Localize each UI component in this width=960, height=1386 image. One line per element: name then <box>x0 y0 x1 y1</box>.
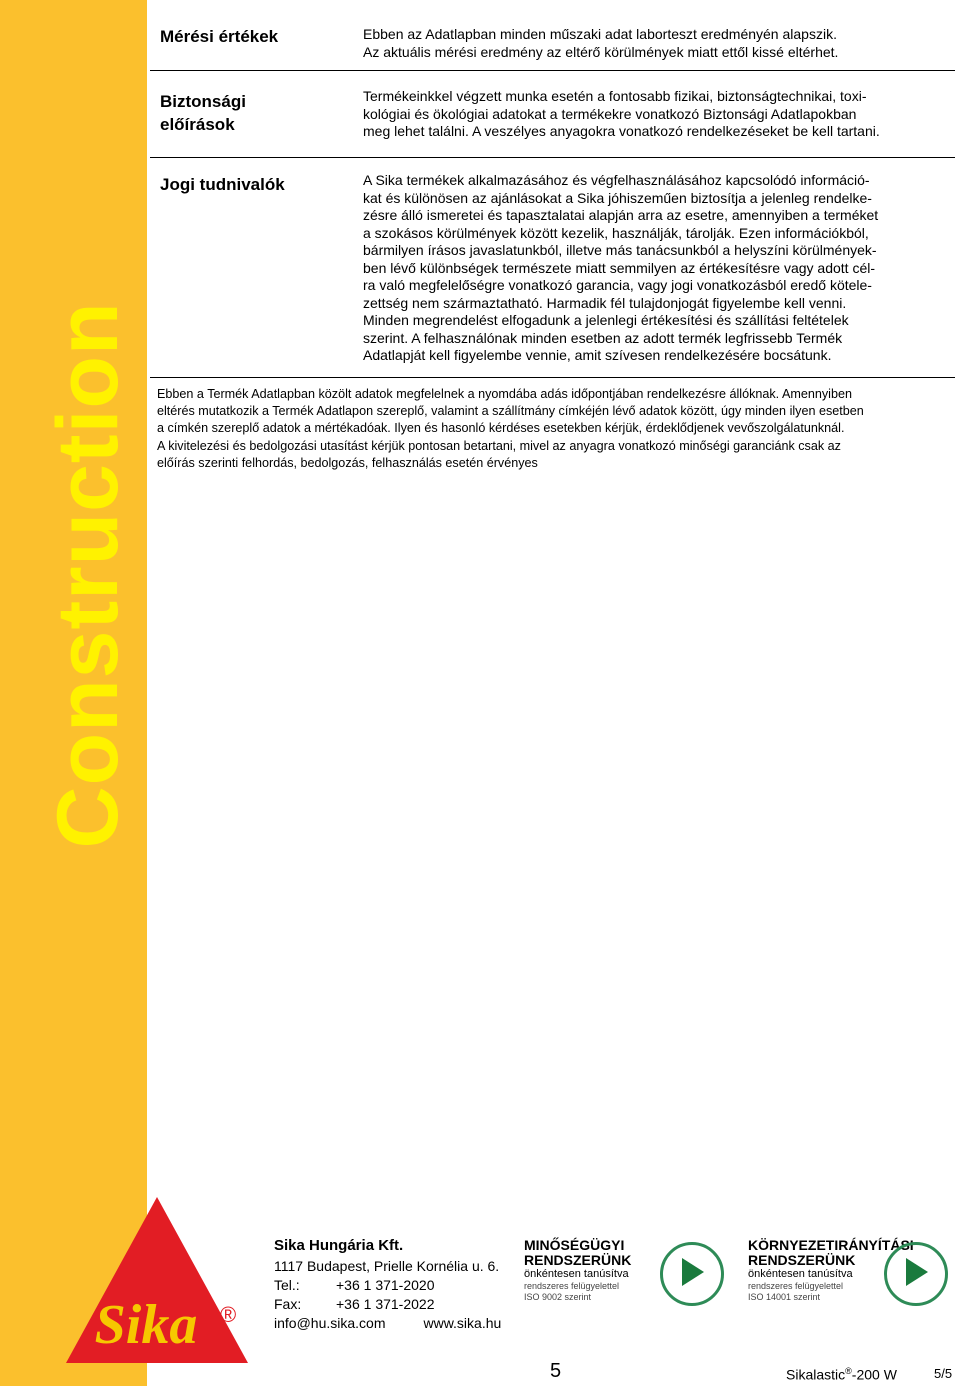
section-label-jogi: Jogi tudnivalók <box>160 175 285 194</box>
product-reg: ® <box>845 1366 852 1376</box>
text-line: A Sika termékek alkalmazásához és végfelhasználásához kapcsolódó információ- <box>363 172 870 188</box>
text-line: szerint. A felhasználónak minden esetben az adott termék legfrissebb Termék <box>363 329 843 346</box>
cert-title: RENDSZERÜNK <box>524 1252 632 1268</box>
text-line: Minden megrendelést elfogadunk a jelenlegi értékesítési és szállítási feltételek <box>363 312 849 328</box>
page-count: 5/5 <box>934 1366 953 1381</box>
text-line: eltérés mutatkozik a Termék Adatlapon szereplő, valamint a szállítmány címkéjén lévő adatok között, úgy minden ilyen esetben <box>157 404 864 419</box>
cert-title: RENDSZERÜNK <box>748 1252 856 1268</box>
web-link[interactable]: www.sika.hu <box>423 1315 502 1331</box>
cert-note: rendszeres felügyelettel <box>524 1281 620 1291</box>
cert-badge-environment <box>748 1238 948 1318</box>
section-label-biztonsagi <box>160 90 246 136</box>
text-line: A kivitelezési és bedolgozási utasítást kérjük pontosan betartani, mivel az anyagra vonatkozó minőségi garanciánk csak az <box>157 438 841 453</box>
text-line: ra való megfelelőségre vonatkozó garancia, vagy jogi vonatkozásból eredő kötele- <box>363 277 872 293</box>
company-name: Sika Hungária Kft. <box>274 1237 404 1254</box>
product-name-post: -200 W <box>851 1366 897 1383</box>
cert-note: ISO 14001 szerint <box>748 1292 821 1302</box>
play-arrow-icon <box>906 1258 928 1286</box>
cert-title: KÖRNYEZETIRÁNYÍTÁSI <box>748 1237 914 1253</box>
tel-value: +36 1 371-2020 <box>336 1277 435 1293</box>
text-line: ben lévő különbségek természete miatt semmilyen az értékesítésre vagy adott cél- <box>363 259 876 276</box>
label-line: előírások <box>160 115 235 134</box>
logo-text: Sika <box>94 1294 198 1356</box>
product-name <box>786 1366 897 1383</box>
page-number: 5 <box>550 1360 562 1382</box>
cert-note: ISO 9002 szerint <box>524 1292 592 1302</box>
text-line: Ebben a Termék Adatlapban közölt adatok megfelelnek a nyomdába adás időpontjában rendelkezésre állóknak. Amennyiben <box>157 387 852 401</box>
section-label-meresi: Mérési értékek <box>160 27 279 46</box>
email-link[interactable]: info@hu.sika.com <box>274 1315 386 1331</box>
text-line: Ebben az Adatlapban minden műszaki adat laborteszt eredményén alapszik. <box>363 26 837 42</box>
divider <box>150 157 955 158</box>
text-line: Az aktuális mérési eredmény az eltérő körülmények miatt ettől kissé eltérhet. <box>363 43 839 60</box>
company-address: 1117 Budapest, Prielle Kornélia u. 6. <box>274 1258 500 1274</box>
label-line: Biztonsági <box>160 92 246 111</box>
cert-subtitle: önkéntesen tanúsítva <box>748 1268 853 1280</box>
sidebar-word: Construction <box>40 301 136 849</box>
divider <box>150 70 955 71</box>
section-text-biztonsagi <box>363 88 955 141</box>
play-arrow-icon <box>682 1258 704 1286</box>
text-line: kológiai és ökológiai adatokat a termékekre vonatkozó Biztonsági Adatlapokban <box>363 105 857 122</box>
text-line: kat és különösen az ajánlásokat a Sika jóhiszeműen biztosítja a jelenleg rendelke- <box>363 189 872 206</box>
divider <box>150 377 955 378</box>
disclaimer-paragraph <box>157 386 955 472</box>
sidebar-band <box>0 0 147 1386</box>
section-text-jogi <box>363 172 955 365</box>
company-info <box>274 1236 501 1333</box>
text-line: a szokásos körülmények között kezelik, használják, tárolják. Ezen információkból, <box>363 224 869 241</box>
company-tel <box>274 1276 501 1295</box>
cert-subtitle: önkéntesen tanúsítva <box>524 1268 629 1280</box>
text-line: bármilyen írásos javaslatunkból, illetve más tanácsunkból a helyszíni körülmények- <box>363 242 877 258</box>
sika-logo <box>62 1195 252 1367</box>
fax-value: +36 1 371-2022 <box>336 1296 435 1312</box>
registered-mark: ® <box>220 1302 237 1327</box>
text-line: Adatlapját kell figyelembe vennie, amit szívesen rendelkezésére bocsátunk. <box>363 347 832 363</box>
cert-title: MINŐSÉGÜGYI <box>524 1237 625 1253</box>
text-line: Termékeinkkel végzett munka esetén a fontosabb fizikai, biztonságtechnikai, toxi- <box>363 88 867 104</box>
company-contact <box>274 1314 501 1333</box>
text-line: zettség nem származtatható. Harmadik fél tulajdonjogát figyelembe kell venni. <box>363 294 847 311</box>
text-line: meg lehet találni. A veszélyes anyagokra vonatkozó rendelkezéseket be kell tartani. <box>363 123 880 139</box>
product-name-pre: Sikalastic <box>786 1366 846 1383</box>
cert-badge-quality <box>524 1238 724 1318</box>
text-line: a címkén szereplő adatok a mértékadóak. Ilyen és hasonló kérdéses esetekben kérjük, érdeklődjenek vevőszolgálatunknál. <box>157 421 845 436</box>
section-text-meresi <box>363 26 955 61</box>
text-line: zésre álló ismeretei és tapasztalatai alapján arra az esetre, amennyiben a terméket <box>363 207 879 223</box>
company-fax <box>274 1295 501 1314</box>
text-line: előírás szerinti felhordás, bedolgozás, felhasználás esetén érvényes <box>157 455 538 470</box>
tel-label: Tel.: <box>274 1277 300 1293</box>
fax-label: Fax: <box>274 1296 302 1312</box>
cert-note: rendszeres felügyelettel <box>748 1281 844 1291</box>
